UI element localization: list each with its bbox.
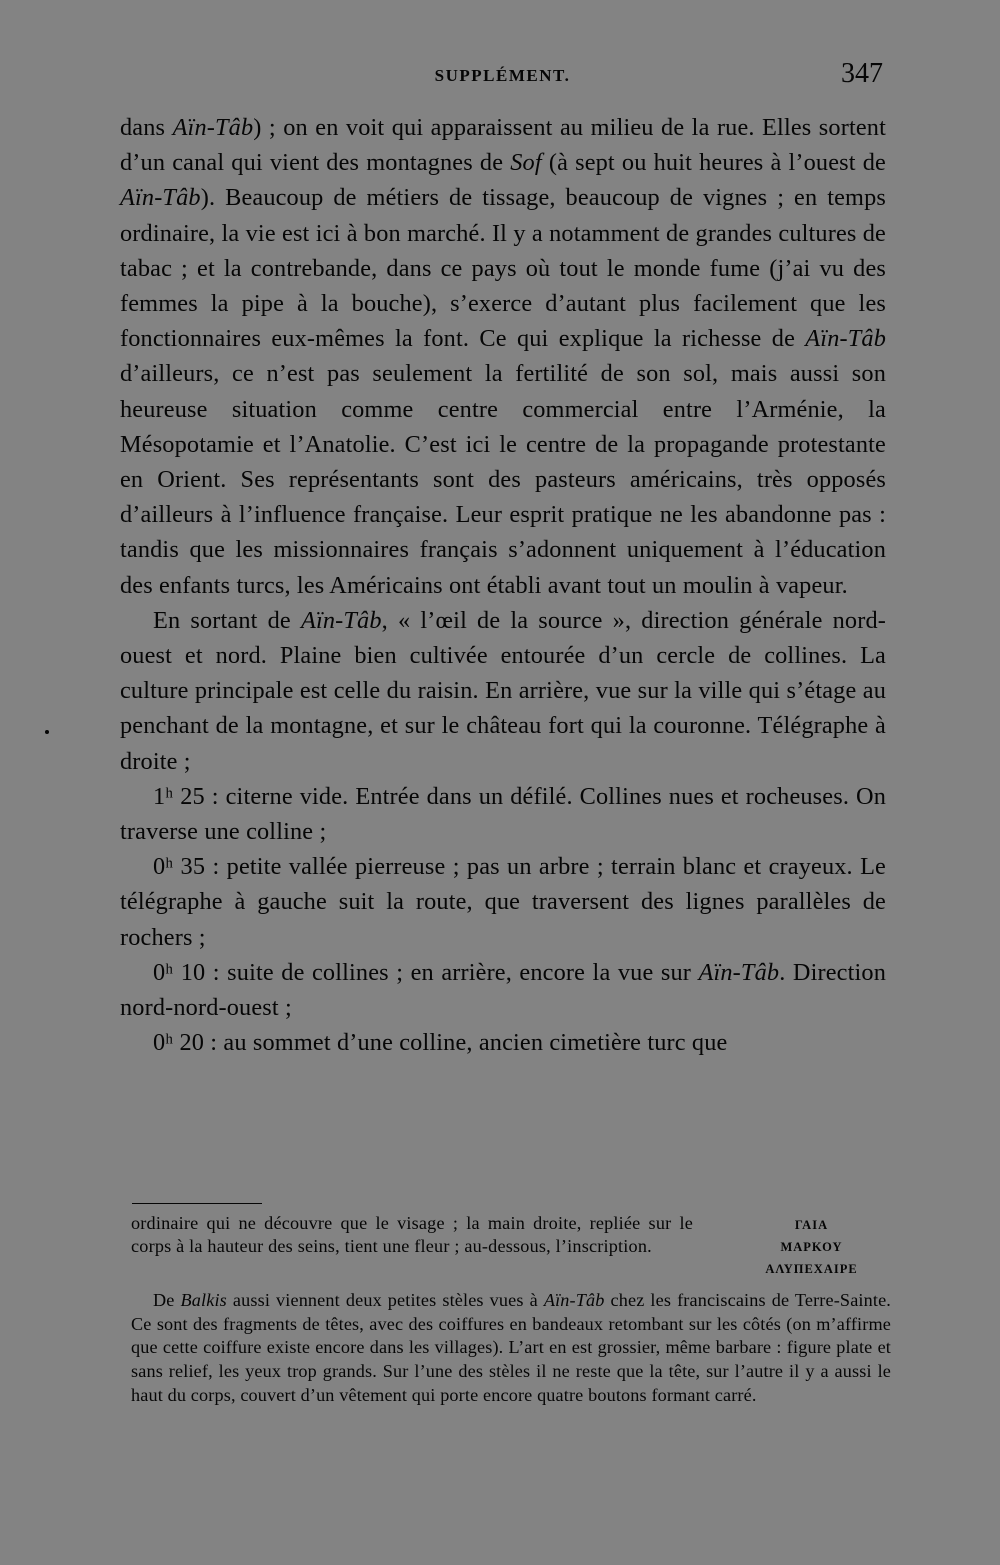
italic-place-name: Aïn-Tâb <box>120 184 201 212</box>
running-head: SUPPLÉMENT. <box>434 66 571 85</box>
itinerary-entry: 0ʰ 35 : petite vallée pierreuse ; pas un arbre ; terrain blanc et crayeux. Le télégraphe à gauche suit la route, que traversent des lignes parallèles de rochers ; <box>120 853 886 951</box>
paragraph: En sortant de Aïn-Tâb, « l’œil de la source », direction générale nord-ouest et nord. Plaine bien cultivée entourée d’un cercle de collines. La culture principale est celle du raisin. En arrière, vue sur la ville qui s’étage au penchant de la montagne, et sur le château fort qui la couronne. Télégraphe à droite ; <box>120 606 887 775</box>
paragraph: dans Aïn-Tâb) ; on en voit qui apparaissent au milieu de la rue. Elles sortent d’un canal qui vient des montagnes de Sof (à sept ou huit heures à l’ouest de Aïn-Tâb). Beaucoup de métiers de tissage, beaucoup de vignes ; en temps ordinaire, la vie est ici à bon marché. Il y a notamment de grandes cultures de tabac ; et la contrebande, dans ce pays où tout le monde fume (j’ai vu des femmes la pipe à la bouche), s’exerce d’autant plus facilement que les fonctionnaires eux-mêmes la font. Ce qui explique la richesse de Aïn-Tâb d’ailleurs, ce n’est pas seulement la fertilité de son sol, mais aussi son heureuse situation comme centre commercial entre l’Arménie, la Mésopotamie et l’Anatolie. C’est ici le centre de la propagande protestante en Orient. Ses représentants sont des pasteurs américains, très opposés d’ailleurs à l’influence française. Leur esprit pratique ne les abandonne pas : tandis que les missionnaires français s’adonnent uniquement à l’éducation des enfants turcs, les Américains ont établi avant tout un moulin à vapeur. <box>120 114 886 599</box>
inscription-line: ΜΑΡΚΟΥ <box>780 1240 843 1254</box>
page-header <box>120 58 885 98</box>
margin-mark <box>45 730 49 734</box>
footnote-lead-text: ordinaire qui ne découvre que le visage ; la main droite, repliée sur le corps à la hauteur des seins, tient une fleur ; au-dessous, l’inscription. <box>131 1213 693 1256</box>
itinerary-entry: 0ʰ 10 : suite de collines ; en arrière, encore la vue sur Aïn-Tâb. Direction nord-nord-ouest ; <box>120 958 886 1022</box>
italic-place-name: Balkis <box>180 1290 227 1310</box>
footnote-body <box>131 1289 891 1408</box>
itinerary-entry: 0ʰ 20 : au sommet d’une colline, ancien cimetière turc que <box>153 1029 728 1057</box>
footnote-continuation <box>131 1212 891 1276</box>
itinerary-entry: 1ʰ 25 : citerne vide. Entrée dans un défilé. Collines nues et rocheuses. On traverse une colline ; <box>120 782 886 846</box>
italic-place-name: Aïn-Tâb <box>698 958 780 986</box>
italic-place-name: Aïn-Tâb <box>172 114 254 141</box>
inscription-line: ΓΑΙΑ <box>794 1218 829 1232</box>
footnote-rule <box>132 1203 262 1204</box>
footnote-paragraph: De Balkis aussi viennent deux petites stèles vues à Aïn-Tâb chez les franciscains de Terre-Sainte. Ce sont des fragments de têtes, avec des coiffures en bandeaux retombant sur les côtés (on m’affirme que cette coiffure existe encore dans les villages). L’art en est grossier, même barbare : figure plate et sans relief, les yeux trop grands. Sur l’une des stèles il ne reste que la tête, sur l’autre il y a aussi le haut du corps, couvert d’un vêtement qui porte encore quatre boutons formant carré. <box>131 1290 891 1405</box>
italic-place-name: Aïn-Tâb <box>543 1290 605 1310</box>
inscription-line: ΑΛΥΠΕΧΑΙΡΕ <box>765 1262 858 1276</box>
italic-place-name: Aïn-Tâb <box>300 606 382 634</box>
page-number: 347 <box>841 58 883 89</box>
body-text <box>120 110 886 1060</box>
greek-inscription <box>744 1214 879 1280</box>
italic-place-name: Aïn-Tâb <box>805 325 886 353</box>
italic-place-name: Sof <box>510 149 542 177</box>
